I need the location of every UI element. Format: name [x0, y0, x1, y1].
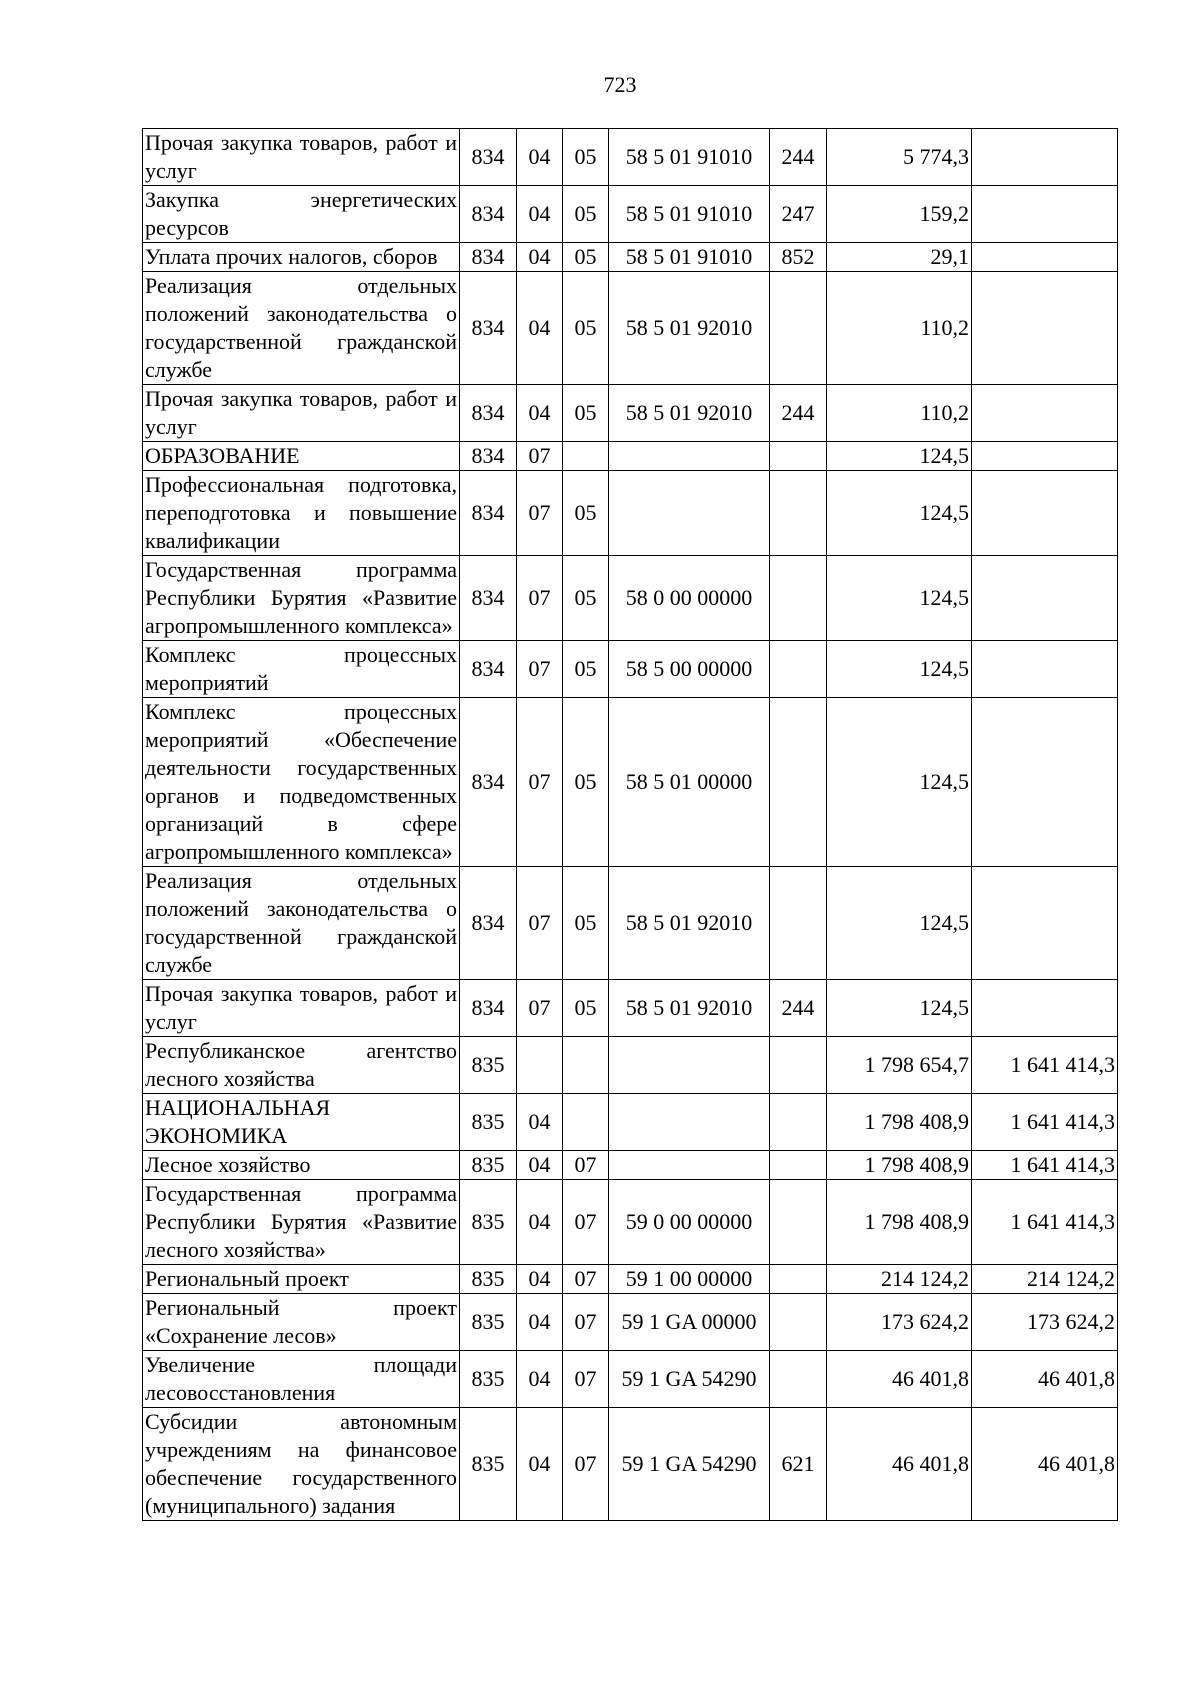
amount-year1-cell: 1 798 408,9 [827, 1151, 972, 1180]
section-code-cell: 04 [517, 1351, 563, 1408]
amount-year1-cell: 159,2 [827, 186, 972, 243]
subsection-code-cell: 05 [563, 186, 609, 243]
amount-year2-cell: 46 401,8 [972, 1408, 1118, 1521]
section-code-cell: 04 [517, 1180, 563, 1265]
amount-year2-cell [972, 442, 1118, 471]
expense-type-cell [770, 1265, 827, 1294]
table-row [143, 980, 1118, 1037]
ministry-code-cell: 834 [460, 980, 517, 1037]
section-code-cell: 04 [517, 1294, 563, 1351]
target-article-cell: 58 5 01 92010 [609, 272, 770, 385]
amount-year2-cell: 1 641 414,3 [972, 1094, 1118, 1151]
section-code-cell: 04 [517, 243, 563, 272]
section-code-cell: 07 [517, 556, 563, 641]
subsection-code-cell: 07 [563, 1351, 609, 1408]
subsection-code-cell: 05 [563, 471, 609, 556]
section-code-cell: 04 [517, 129, 563, 186]
section-code-cell: 07 [517, 471, 563, 556]
amount-year2-cell: 1 641 414,3 [972, 1151, 1118, 1180]
amount-year1-cell: 1 798 654,7 [827, 1037, 972, 1094]
expense-type-cell [770, 556, 827, 641]
ministry-code-cell: 834 [460, 385, 517, 442]
amount-year2-cell: 1 641 414,3 [972, 1037, 1118, 1094]
amount-year1-cell: 1 798 408,9 [827, 1180, 972, 1265]
table-row [143, 698, 1118, 867]
amount-year1-cell: 214 124,2 [827, 1265, 972, 1294]
ministry-code-cell: 834 [460, 272, 517, 385]
target-article-cell: 59 1 GA 00000 [609, 1294, 770, 1351]
expense-type-cell: 247 [770, 186, 827, 243]
row-name-cell: Увеличение площади лесовосстановления [143, 1351, 460, 1408]
section-code-cell: 04 [517, 1151, 563, 1180]
expense-type-cell [770, 1037, 827, 1094]
target-article-cell [609, 1151, 770, 1180]
amount-year2-cell [972, 641, 1118, 698]
target-article-cell: 59 1 GA 54290 [609, 1408, 770, 1521]
expense-type-cell: 244 [770, 980, 827, 1037]
expense-type-cell: 244 [770, 129, 827, 186]
amount-year2-cell [972, 186, 1118, 243]
ministry-code-cell: 834 [460, 471, 517, 556]
section-code-cell: 04 [517, 186, 563, 243]
table-row [143, 1351, 1118, 1408]
target-article-cell [609, 1037, 770, 1094]
subsection-code-cell: 07 [563, 1180, 609, 1265]
ministry-code-cell: 835 [460, 1180, 517, 1265]
subsection-code-cell: 05 [563, 272, 609, 385]
table-row [143, 243, 1118, 272]
target-article-cell [609, 471, 770, 556]
subsection-code-cell: 07 [563, 1265, 609, 1294]
target-article-cell [609, 442, 770, 471]
row-name-cell: Региональный проект [143, 1265, 460, 1294]
amount-year1-cell: 1 798 408,9 [827, 1094, 972, 1151]
ministry-code-cell: 835 [460, 1294, 517, 1351]
expense-type-cell: 621 [770, 1408, 827, 1521]
ministry-code-cell: 834 [460, 243, 517, 272]
subsection-code-cell [563, 442, 609, 471]
section-code-cell: 04 [517, 272, 563, 385]
table-row [143, 471, 1118, 556]
ministry-code-cell: 834 [460, 698, 517, 867]
budget-table [142, 128, 1118, 1521]
budget-table-body [143, 129, 1118, 1521]
section-code-cell: 04 [517, 1408, 563, 1521]
ministry-code-cell: 834 [460, 186, 517, 243]
row-name-cell: Прочая закупка товаров, работ и услуг [143, 980, 460, 1037]
row-name-cell: Лесное хозяйство [143, 1151, 460, 1180]
ministry-code-cell: 835 [460, 1037, 517, 1094]
expense-type-cell [770, 641, 827, 698]
section-code-cell: 07 [517, 698, 563, 867]
table-row [143, 1094, 1118, 1151]
subsection-code-cell: 07 [563, 1151, 609, 1180]
row-name-cell: Профессиональная подготовка, переподготовка и повышение квалификации [143, 471, 460, 556]
ministry-code-cell: 834 [460, 867, 517, 980]
row-name-cell: Уплата прочих налогов, сборов [143, 243, 460, 272]
target-article-cell: 58 0 00 00000 [609, 556, 770, 641]
amount-year2-cell [972, 243, 1118, 272]
amount-year2-cell: 173 624,2 [972, 1294, 1118, 1351]
row-name-cell: Субсидии автономным учреждениям на финансовое обеспечение государственного (муниципального) задания [143, 1408, 460, 1521]
row-name-cell: Государственная программа Республики Бурятия «Развитие лесного хозяйства» [143, 1180, 460, 1265]
target-article-cell: 58 5 01 92010 [609, 385, 770, 442]
expense-type-cell [770, 442, 827, 471]
row-name-cell: Государственная программа Республики Бурятия «Развитие агропромышленного комплекса» [143, 556, 460, 641]
section-code-cell [517, 1037, 563, 1094]
subsection-code-cell: 05 [563, 243, 609, 272]
ministry-code-cell: 835 [460, 1151, 517, 1180]
target-article-cell: 58 5 01 00000 [609, 698, 770, 867]
ministry-code-cell: 835 [460, 1408, 517, 1521]
row-name-cell: Региональный проект «Сохранение лесов» [143, 1294, 460, 1351]
amount-year1-cell: 29,1 [827, 243, 972, 272]
section-code-cell: 07 [517, 867, 563, 980]
section-code-cell: 04 [517, 1265, 563, 1294]
ministry-code-cell: 834 [460, 556, 517, 641]
section-code-cell: 04 [517, 385, 563, 442]
amount-year2-cell [972, 698, 1118, 867]
expense-type-cell [770, 1351, 827, 1408]
table-row [143, 1037, 1118, 1094]
section-code-cell: 07 [517, 980, 563, 1037]
target-article-cell: 58 5 01 91010 [609, 129, 770, 186]
expense-type-cell [770, 272, 827, 385]
amount-year1-cell: 124,5 [827, 698, 972, 867]
subsection-code-cell [563, 1037, 609, 1094]
table-row [143, 1151, 1118, 1180]
expense-type-cell: 244 [770, 385, 827, 442]
amount-year2-cell [972, 556, 1118, 641]
table-row [143, 385, 1118, 442]
expense-type-cell [770, 1180, 827, 1265]
subsection-code-cell: 05 [563, 385, 609, 442]
table-row [143, 641, 1118, 698]
amount-year1-cell: 124,5 [827, 641, 972, 698]
subsection-code-cell: 05 [563, 980, 609, 1037]
amount-year2-cell: 46 401,8 [972, 1351, 1118, 1408]
target-article-cell [609, 1094, 770, 1151]
amount-year1-cell: 124,5 [827, 442, 972, 471]
amount-year2-cell: 214 124,2 [972, 1265, 1118, 1294]
table-row [143, 1294, 1118, 1351]
table-row [143, 272, 1118, 385]
section-code-cell: 04 [517, 1094, 563, 1151]
amount-year1-cell: 110,2 [827, 272, 972, 385]
row-name-cell: Реализация отдельных положений законодательства о государственной гражданской службе [143, 272, 460, 385]
ministry-code-cell: 835 [460, 1094, 517, 1151]
amount-year1-cell: 124,5 [827, 980, 972, 1037]
amount-year2-cell [972, 129, 1118, 186]
expense-type-cell [770, 698, 827, 867]
row-name-cell: Прочая закупка товаров, работ и услуг [143, 385, 460, 442]
row-name-cell: Республиканское агентство лесного хозяйства [143, 1037, 460, 1094]
subsection-code-cell: 05 [563, 129, 609, 186]
expense-type-cell [770, 471, 827, 556]
ministry-code-cell: 834 [460, 442, 517, 471]
subsection-code-cell: 05 [563, 867, 609, 980]
ministry-code-cell: 834 [460, 129, 517, 186]
table-row [143, 1180, 1118, 1265]
amount-year1-cell: 46 401,8 [827, 1408, 972, 1521]
table-row [143, 1408, 1118, 1521]
amount-year2-cell: 1 641 414,3 [972, 1180, 1118, 1265]
amount-year1-cell: 173 624,2 [827, 1294, 972, 1351]
amount-year1-cell: 110,2 [827, 385, 972, 442]
subsection-code-cell [563, 1094, 609, 1151]
ministry-code-cell: 835 [460, 1351, 517, 1408]
ministry-code-cell: 834 [460, 641, 517, 698]
amount-year2-cell [972, 385, 1118, 442]
amount-year1-cell: 124,5 [827, 867, 972, 980]
ministry-code-cell: 835 [460, 1265, 517, 1294]
expense-type-cell [770, 1094, 827, 1151]
amount-year1-cell: 5 774,3 [827, 129, 972, 186]
page-number: 723 [603, 72, 637, 97]
target-article-cell: 59 1 GA 54290 [609, 1351, 770, 1408]
table-row [143, 1265, 1118, 1294]
section-code-cell: 07 [517, 442, 563, 471]
target-article-cell: 58 5 00 00000 [609, 641, 770, 698]
subsection-code-cell: 07 [563, 1408, 609, 1521]
target-article-cell: 59 0 00 00000 [609, 1180, 770, 1265]
amount-year1-cell: 46 401,8 [827, 1351, 972, 1408]
amount-year2-cell [972, 980, 1118, 1037]
amount-year2-cell [972, 867, 1118, 980]
row-name-cell: Комплекс процессных мероприятий «Обеспечение деятельности государственных органов и подведомственных организаций в сфере агропромышленного комплекса» [143, 698, 460, 867]
target-article-cell: 59 1 00 00000 [609, 1265, 770, 1294]
table-row [143, 442, 1118, 471]
amount-year1-cell: 124,5 [827, 556, 972, 641]
expense-type-cell [770, 1294, 827, 1351]
table-row [143, 186, 1118, 243]
amount-year2-cell [972, 272, 1118, 385]
target-article-cell: 58 5 01 91010 [609, 186, 770, 243]
target-article-cell: 58 5 01 92010 [609, 867, 770, 980]
row-name-cell: Комплекс процессных мероприятий [143, 641, 460, 698]
row-name-cell: Реализация отдельных положений законодательства о государственной гражданской службе [143, 867, 460, 980]
subsection-code-cell: 05 [563, 698, 609, 867]
section-code-cell: 07 [517, 641, 563, 698]
row-name-cell: Закупка энергетических ресурсов [143, 186, 460, 243]
row-name-cell: Прочая закупка товаров, работ и услуг [143, 129, 460, 186]
target-article-cell: 58 5 01 91010 [609, 243, 770, 272]
target-article-cell: 58 5 01 92010 [609, 980, 770, 1037]
amount-year1-cell: 124,5 [827, 471, 972, 556]
expense-type-cell: 852 [770, 243, 827, 272]
subsection-code-cell: 07 [563, 1294, 609, 1351]
expense-type-cell [770, 867, 827, 980]
row-name-cell: ОБРАЗОВАНИЕ [143, 442, 460, 471]
amount-year2-cell [972, 471, 1118, 556]
table-row [143, 867, 1118, 980]
table-row [143, 556, 1118, 641]
table-row [143, 129, 1118, 186]
subsection-code-cell: 05 [563, 556, 609, 641]
subsection-code-cell: 05 [563, 641, 609, 698]
expense-type-cell [770, 1151, 827, 1180]
row-name-cell: НАЦИОНАЛЬНАЯ ЭКОНОМИКА [143, 1094, 460, 1151]
